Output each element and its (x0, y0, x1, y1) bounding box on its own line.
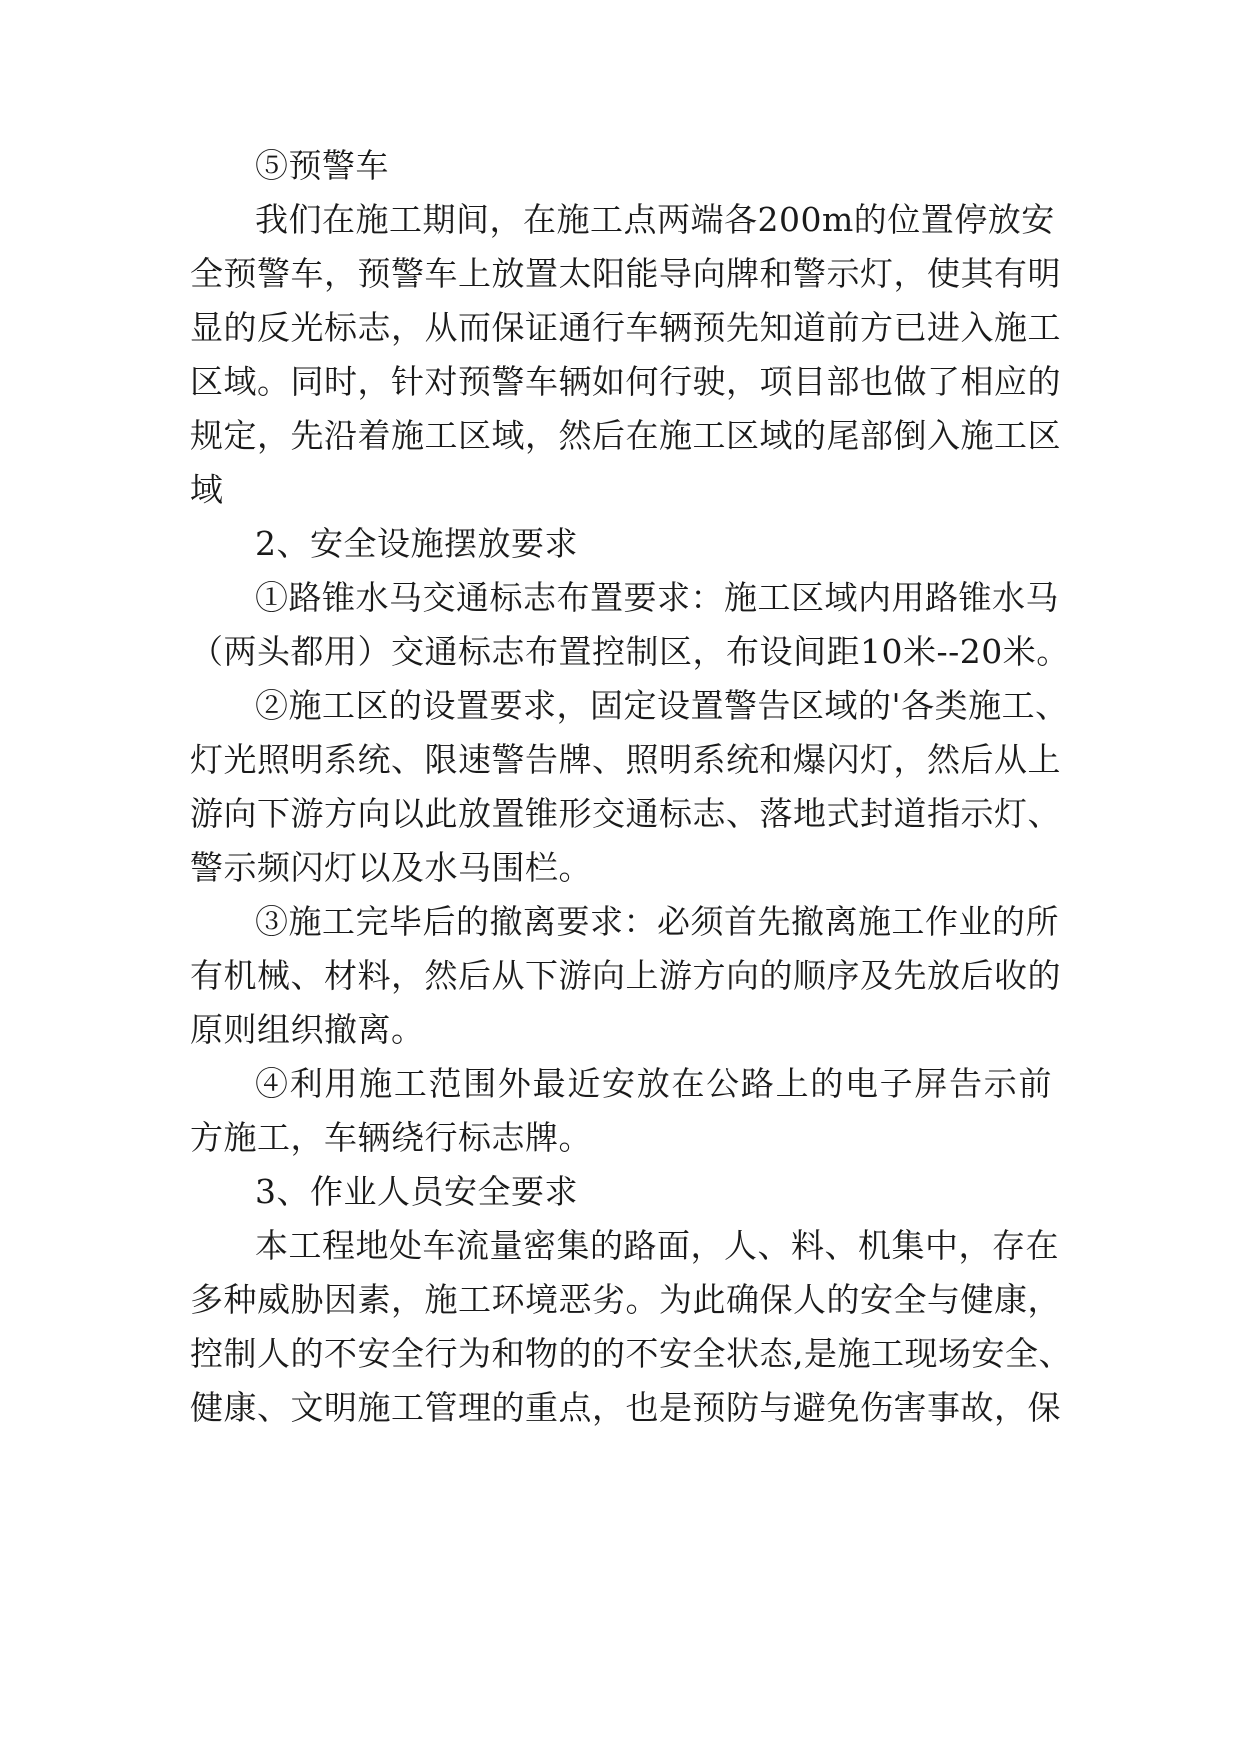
paragraph-line: ①路锥水马交通标志布置要求：施工区域内用路锥水马 (255, 578, 1059, 617)
section-heading-3: 3、作业人员安全要求 (255, 1172, 578, 1211)
paragraph-line: 规定，先沿着施工区域，然后在施工区域的尾部倒入施工区 (190, 416, 1061, 455)
paragraph-line: （两头都用）交通标志布置控制区，布设间距10米--20米。 (190, 632, 1070, 671)
paragraph-line: 显的反光标志，从而保证通行车辆预先知道前方已进入施工 (190, 308, 1061, 347)
heading-warning-vehicle: ⑤预警车 (255, 146, 389, 185)
paragraph-line: 多种威胁因素，施工环境恶劣。为此确保人的安全与健康， (190, 1280, 1061, 1319)
paragraph-line: 控制人的不安全行为和物的的不安全状态,是施工现场安全、 (190, 1334, 1072, 1373)
paragraph-line: ②施工区的设置要求，固定设置警告区域的'各类施工、 (255, 686, 1069, 725)
paragraph-line: 原则组织撤离。 (190, 1010, 425, 1049)
paragraph-line: 灯光照明系统、限速警告牌、照明系统和爆闪灯，然后从上 (190, 740, 1061, 779)
paragraph-line: 全预警车，预警车上放置太阳能导向牌和警示灯，使其有明 (190, 254, 1061, 293)
paragraph-line: 游向下游方向以此放置锥形交通标志、落地式封道指示灯、 (190, 794, 1061, 833)
paragraph-line: 方施工，车辆绕行标志牌。 (190, 1118, 592, 1157)
paragraph-line: 区域。同时，针对预警车辆如何行驶，项目部也做了相应的 (190, 362, 1061, 401)
paragraph-line: ③施工完毕后的撤离要求：必须首先撤离施工作业的所 (255, 902, 1059, 941)
paragraph-line: 有机械、材料，然后从下游向上游方向的顺序及先放后收的 (190, 956, 1061, 995)
paragraph-line: 我们在施工期间，在施工点两端各200m的位置停放安 (255, 200, 1055, 239)
section-heading-2: 2、安全设施摆放要求 (255, 524, 578, 563)
paragraph-line: 健康、文明施工管理的重点，也是预防与避免伤害事故，保 (190, 1388, 1061, 1427)
paragraph-line: 本工程地处车流量密集的路面，人、料、机集中，存在 (255, 1226, 1059, 1265)
paragraph-line: 警示频闪灯以及水马围栏。 (190, 848, 592, 887)
paragraph-line: 域 (190, 470, 224, 509)
paragraph-line: ④利用施工范围外最近安放在公路上的电子屏告示前 (255, 1064, 1052, 1103)
